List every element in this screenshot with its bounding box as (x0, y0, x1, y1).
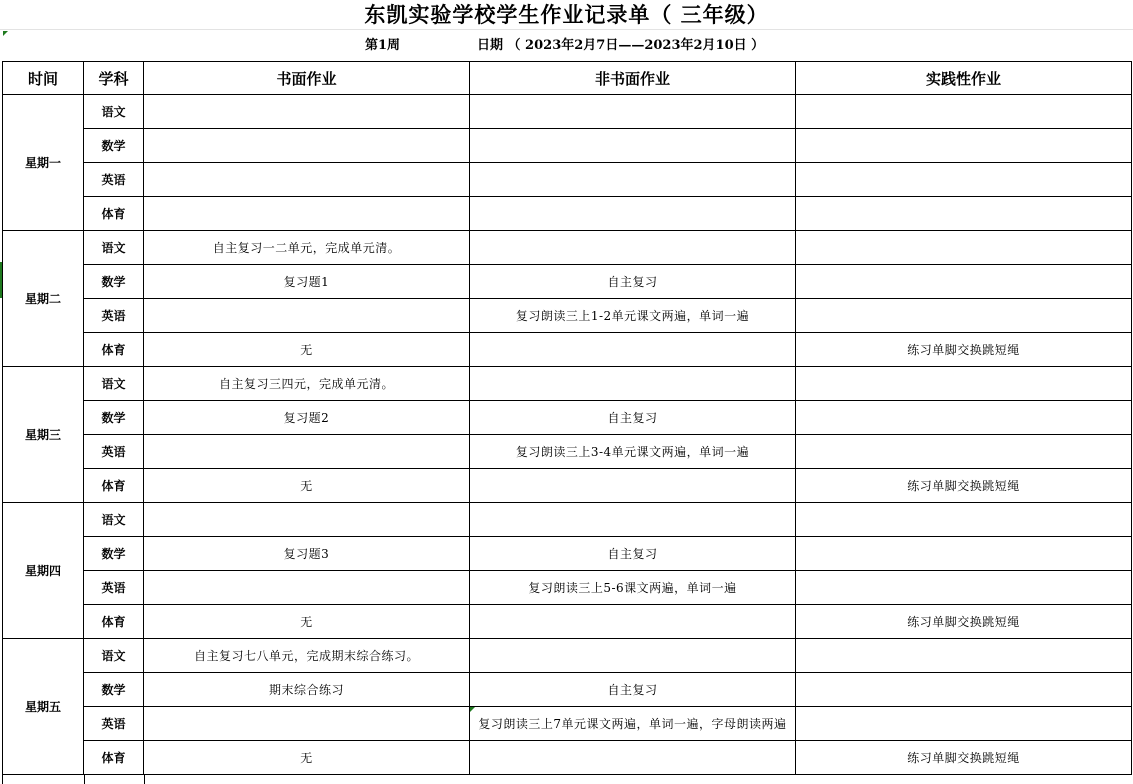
subject-cell[interactable]: 体育 (84, 741, 144, 775)
practice-cell[interactable] (796, 265, 1132, 299)
written-cell[interactable] (144, 95, 470, 129)
non-written-cell[interactable] (470, 333, 796, 367)
table-row (3, 265, 1132, 299)
subtitle-row (0, 32, 1133, 60)
written-cell[interactable]: 无 (144, 469, 470, 503)
non-written-cell[interactable]: 复习朗读三上5-6课文两遍，单词一遍 (470, 571, 796, 605)
subject-cell[interactable]: 语文 (84, 639, 144, 673)
table-row (3, 401, 1132, 435)
non-written-cell[interactable] (470, 231, 796, 265)
subject-cell[interactable]: 语文 (84, 503, 144, 537)
practice-cell[interactable] (796, 401, 1132, 435)
written-cell[interactable]: 无 (144, 333, 470, 367)
subject-cell[interactable]: 英语 (84, 707, 144, 741)
subject-cell[interactable]: 语文 (84, 95, 144, 129)
subject-cell[interactable]: 英语 (84, 435, 144, 469)
table-row (3, 129, 1132, 163)
practice-cell[interactable]: 练习单脚交换跳短绳 (796, 741, 1132, 775)
practice-cell[interactable] (796, 95, 1132, 129)
subject-cell[interactable]: 语文 (84, 367, 144, 401)
sheet-gridline (0, 29, 1133, 30)
header-time[interactable]: 时间 (3, 62, 84, 95)
subject-cell[interactable]: 体育 (84, 469, 144, 503)
header-non-written[interactable]: 非书面作业 (470, 62, 796, 95)
table-row (3, 503, 1132, 537)
written-cell[interactable]: 自主复习七八单元，完成期末综合练习。 (144, 639, 470, 673)
subject-cell[interactable]: 体育 (84, 197, 144, 231)
practice-cell[interactable] (796, 299, 1132, 333)
day-cell[interactable]: 星期三 (3, 367, 84, 503)
homework-record-table (2, 61, 1132, 775)
column-divider (84, 774, 85, 784)
written-cell[interactable]: 复习题2 (144, 401, 470, 435)
written-cell[interactable] (144, 435, 470, 469)
practice-cell[interactable] (796, 537, 1132, 571)
written-cell[interactable]: 无 (144, 605, 470, 639)
practice-cell[interactable] (796, 231, 1132, 265)
written-cell[interactable]: 自主复习三四元，完成单元清。 (144, 367, 470, 401)
practice-cell[interactable] (796, 129, 1132, 163)
week-label: 第1周 (365, 38, 401, 53)
practice-cell[interactable] (796, 503, 1132, 537)
written-cell[interactable] (144, 197, 470, 231)
table-row (3, 367, 1132, 401)
table-row (3, 163, 1132, 197)
date-range-label: 日期 （ 2023年2月7日——2023年2月10日 ） (477, 38, 765, 53)
practice-cell[interactable] (796, 707, 1132, 741)
non-written-cell[interactable]: 自主复习 (470, 265, 796, 299)
non-written-cell[interactable] (470, 639, 796, 673)
written-cell[interactable] (144, 129, 470, 163)
written-cell[interactable]: 复习题3 (144, 537, 470, 571)
table-row (3, 741, 1132, 775)
table-row (3, 707, 1132, 741)
practice-cell[interactable]: 练习单脚交换跳短绳 (796, 605, 1132, 639)
table-row (3, 673, 1132, 707)
non-written-cell[interactable] (470, 367, 796, 401)
subject-cell[interactable]: 体育 (84, 333, 144, 367)
table-row (3, 435, 1132, 469)
day-cell[interactable]: 星期五 (3, 639, 84, 775)
subject-cell[interactable]: 数学 (84, 537, 144, 571)
practice-cell[interactable] (796, 367, 1132, 401)
written-cell[interactable] (144, 299, 470, 333)
written-cell[interactable] (144, 571, 470, 605)
subject-cell[interactable]: 语文 (84, 231, 144, 265)
written-cell[interactable] (144, 163, 470, 197)
day-cell[interactable]: 星期二 (3, 231, 84, 367)
non-written-cell[interactable] (470, 503, 796, 537)
non-written-cell[interactable] (470, 163, 796, 197)
sheet-title: 东凯实验学校学生作业记录单（ 三年级） (364, 2, 769, 27)
practice-cell[interactable]: 练习单脚交换跳短绳 (796, 469, 1132, 503)
table-row (3, 333, 1132, 367)
header-written[interactable]: 书面作业 (144, 62, 470, 95)
table-row (3, 639, 1132, 673)
table-row (3, 537, 1132, 571)
practice-cell[interactable] (796, 435, 1132, 469)
table-row (3, 231, 1132, 265)
written-cell[interactable]: 无 (144, 741, 470, 775)
written-cell[interactable] (144, 503, 470, 537)
non-written-cell[interactable]: 自主复习 (470, 673, 796, 707)
non-written-cell[interactable] (470, 469, 796, 503)
subject-cell[interactable]: 数学 (84, 265, 144, 299)
practice-cell[interactable]: 练习单脚交换跳短绳 (796, 333, 1132, 367)
written-cell[interactable]: 期末综合练习 (144, 673, 470, 707)
practice-cell[interactable] (796, 571, 1132, 605)
non-written-cell[interactable] (470, 129, 796, 163)
header-subject[interactable]: 学科 (84, 62, 144, 95)
subject-cell[interactable]: 体育 (84, 605, 144, 639)
subject-cell[interactable]: 英语 (84, 571, 144, 605)
header-row (3, 62, 1132, 95)
non-written-cell[interactable]: 复习朗读三上7单元课文两遍，单词一遍，字母朗读两遍 (470, 707, 796, 741)
non-written-cell[interactable] (470, 605, 796, 639)
column-divider (144, 774, 145, 784)
practice-cell[interactable] (796, 639, 1132, 673)
non-written-cell[interactable] (470, 197, 796, 231)
table-row (3, 299, 1132, 333)
table-row (3, 469, 1132, 503)
non-written-cell[interactable]: 自主复习 (470, 401, 796, 435)
written-cell[interactable]: 复习题1 (144, 265, 470, 299)
non-written-cell[interactable] (470, 741, 796, 775)
next-row-partial (2, 774, 1132, 784)
table-row (3, 95, 1132, 129)
subject-cell[interactable]: 数学 (84, 129, 144, 163)
day-cell[interactable]: 星期一 (3, 95, 84, 231)
non-written-cell[interactable]: 自主复习 (470, 537, 796, 571)
subject-cell[interactable]: 数学 (84, 673, 144, 707)
table-row (3, 571, 1132, 605)
practice-cell[interactable] (796, 163, 1132, 197)
day-cell[interactable]: 星期四 (3, 503, 84, 639)
practice-cell[interactable] (796, 197, 1132, 231)
table-row (3, 197, 1132, 231)
subject-cell[interactable]: 英语 (84, 299, 144, 333)
subject-cell[interactable]: 英语 (84, 163, 144, 197)
practice-cell[interactable] (796, 673, 1132, 707)
written-cell[interactable] (144, 707, 470, 741)
subject-cell[interactable]: 数学 (84, 401, 144, 435)
table-row (3, 605, 1132, 639)
non-written-cell[interactable]: 复习朗读三上1-2单元课文两遍，单词一遍 (470, 299, 796, 333)
written-cell[interactable]: 自主复习一二单元，完成单元清。 (144, 231, 470, 265)
non-written-cell[interactable] (470, 95, 796, 129)
non-written-cell[interactable]: 复习朗读三上3-4单元课文两遍，单词一遍 (470, 435, 796, 469)
header-practice[interactable]: 实践性作业 (796, 62, 1132, 95)
